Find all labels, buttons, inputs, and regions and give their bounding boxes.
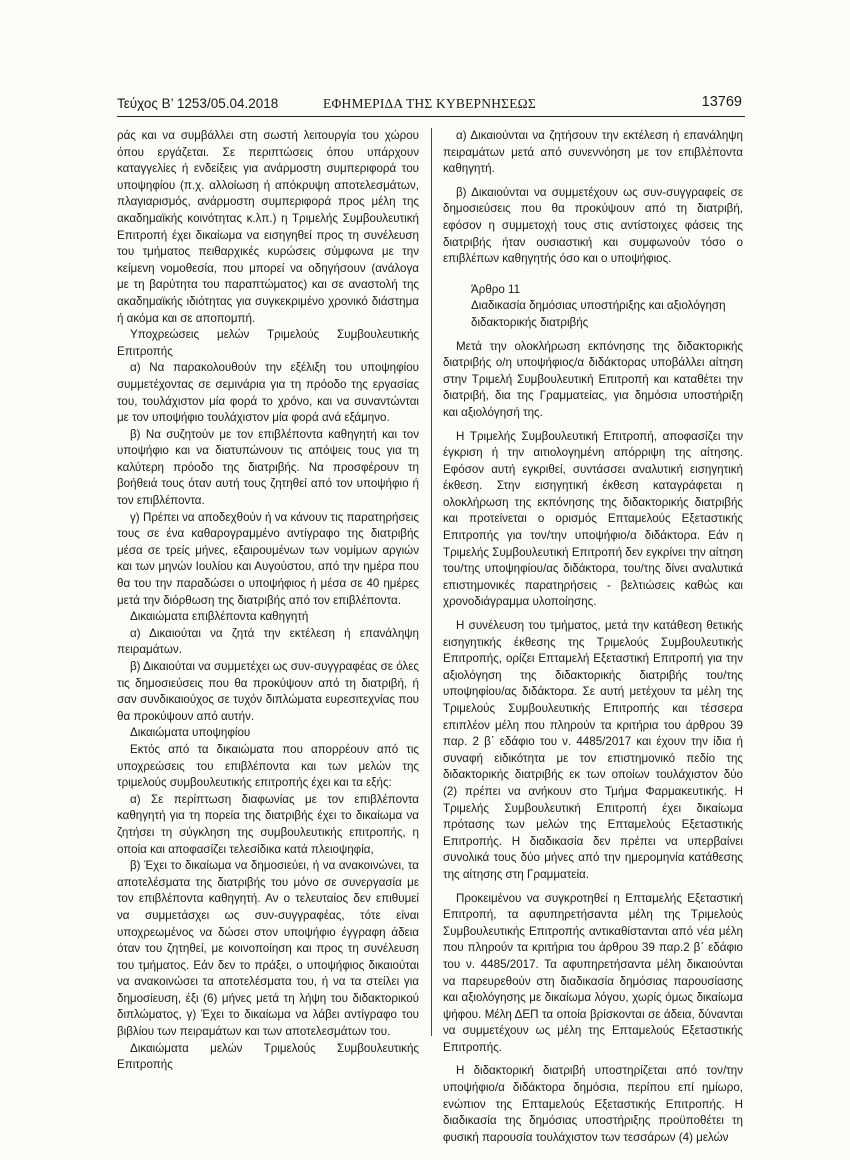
paragraph: β) Δικαιούται να συμμετέχει ως συν-συγγραφέας σε όλες τις δημοσιεύσεις που θα προκύψουν από τη διατριβή, ή σαν συνδικαιούχος σε τυχόν διπλώματα ευρεσιτεχνίας που θα προκύψουν από αυτήν.	[117, 660, 419, 723]
paragraph: α) Να παρακολουθούν την εξέλιξη του υποψηφίου συμμετέχοντας σε σεμινάρια για τη πρόοδο της εργασίας του, τουλάχιστον μία φορά το χρόνο, και να συναντώνται με τον υποψήφιο τουλάχιστον μία φορά ανά εξάμηνο.	[117, 361, 419, 425]
paragraph: α) Δικαιούνται να ζητήσουν την εκτέλεση ή επανάληψη πειραμάτων μετά από συνεννόηση με τον επιβλέποντα καθηγητή.	[443, 129, 743, 176]
left-column	[117, 128, 419, 1074]
article-heading: Άρθρο 11	[471, 282, 521, 296]
right-column	[443, 128, 743, 1146]
paragraph: β) Να συζητούν με τον επιβλέποντα καθηγητή και τον υποψήφιο και να διατυπώνουν τις απόψεις τους για τη καλύτερη πρόοδο της διατριβής. Να προσφέρουν τη βοήθειά τους όταν αυτή τους ζητηθεί από τον υποψήφιο ή τον επιβλέποντα.	[117, 427, 419, 508]
section-heading: Υποχρεώσεις μελών Τριμελούς Συμβουλευτικής Επιτροπής	[117, 328, 419, 358]
paragraph: α) Δικαιούται να ζητά την εκτέλεση ή επανάληψη πειραμάτων.	[117, 626, 419, 657]
paragraph: Η διδακτορική διατριβή υποστηρίζεται από τον/την υποψήφιο/α διδάκτορα δημόσια, περίπου επί ημίωρο, ενώπιον της Επταμελούς Εξεταστικής Επιτροπής. Η διαδικασία της δημόσιας υποστήριξης προϋποθέτει τη φυσική παρουσία τουλάχιστον των τεσσάρων (4) μελών	[443, 1064, 743, 1144]
header-rule	[117, 116, 745, 117]
paragraph: α) Σε περίπτωση διαφωνίας με τον επιβλέποντα καθηγητή για τη πορεία της διατριβής έχει το δικαίωμα να ζητήσει τη σύγκληση της συμβουλευτικής επιτροπής, η οποία και αποφασίζει τελεσίδικα κατά πλειοψηφία,	[117, 792, 419, 856]
paragraph: ράς και να συμβάλλει στη σωστή λειτουργία του χώρου όπου εργάζεται. Σε περιπτώσεις όπου υπάρχουν καταγγελίες ή ενδείξεις για ανάρμοστη συμπεριφορά του υποψηφίου (π.χ. αλλοίωση ή απόκρυψη αποτελεσμάτων, πλαγιαρισμός, ανάρμοστη συμπεριφορά προς μέλη της ακαδημαϊκής κοινότητας κ.λπ.) η Τριμελής Συμβουλευτική Επιτροπή έχει δικαίωμα να εισηγηθεί προς τη συνέλευση του τμήματος πειθαρχικές κυρώσεις σύμφωνα με την κείμενη νομοθεσία, που μπορεί να οδηγήσουν (ανάλογα με τη βαρύτητα του παραπτώματος) και σε αναστολή της ακαδημαϊκής ιδιότητας για συγκεκριμένο χρονικό διάστημα ή ακόμα και σε αποπομπή.	[117, 129, 419, 325]
paragraph: Εκτός από τα δικαιώματα που απορρέουν από τις υποχρεώσεις του επιβλέποντα και των μελών της τριμελούς συμβουλευτικής επιτροπής έχει και τα εξής:	[117, 742, 419, 790]
issue-label: Τεύχος Β’ 1253/05.04.2018	[117, 96, 279, 111]
article-title: Διαδικασία δημόσιας υποστήριξης και αξιολόγηση διδακτορικής διατριβής	[471, 299, 726, 329]
paragraph: β) Δικαιούνται να συμμετέχουν ως συν-συγγραφείς σε δημοσιεύσεις που θα προκύψουν από τη διατριβή, εφόσον η συμμετοχή τους στις αντίστοιχες φάσεις της διατριβής ήταν ουσιαστική και συμφωνούν τόσο ο επιβλέπων καθηγητής όσο και ο υποψήφιος.	[443, 185, 743, 266]
paragraph: Προκειμένου να συγκροτηθεί η Επταμελής Εξεταστική Επιτροπή, τα αφυπηρετήσαντα μέλη της Τριμελούς Συμβουλευτικής Επιτροπής αντικαθίστανται από νέα μέλη που πληρούν τα κριτήρια του άρθρου 39 παρ.2 β΄ εδάφιο του ν. 4485/2017. Τα αφυπηρετήσαντα μέλη δικαιούνται να παρευρεθούν στη διαδικασία δημόσιας παρουσίασης και αξιολόγησης με δικαίωμα λόγου, χωρίς όμως δικαίωμα ψήφου. Μέλη ΔΕΠ τα οποία βρίσκονται σε άδεια, δύνανται να συμμετέχουν ως μέλη της Επταμελούς Εξεταστικής Επιτροπής.	[443, 891, 743, 1054]
paragraph: Η Τριμελής Συμβουλευτική Επιτροπή, αποφασίζει την έγκριση ή την αιτιολογημένη απόρριψη της αίτησης. Εφόσον αυτή εγκριθεί, συντάσσει αναλυτική εισηγητική έκθεση. Στην εισηγητική έκθεση καταγράφεται η ολοκλήρωση της εκπόνησης της διδακτορικής διατριβής και προτείνεται ο ορισμός Επταμελούς Εξεταστικής Επιτροπής για τον/την υποψήφιο/α διδάκτορα. Εάν η Τριμελής Συμβουλευτική Επιτροπή δεν εγκρίνει την αίτηση του/της υποψηφίου/ας διδάκτορα, του/της δίνει αναλυτικά επιστημονικές παρατηρήσεις - βελτιώσεις καθώς και χρονοδιάγραμμα υλοποίησης.	[443, 429, 743, 609]
section-heading: Δικαιώματα επιβλέποντα καθηγητή	[130, 610, 309, 624]
paragraph: Μετά την ολοκλήρωση εκπόνησης της διδακτορικής διατριβής ο/η υποψήφιος/α διδάκτορας υποβάλλει αίτηση στην Τριμελή Συμβουλευτική Επιτροπή και καταθέτει την διατριβή, δια της Γραμματείας, για δημόσια υποστήριξη και αξιολόγησή της.	[443, 339, 743, 419]
paragraph: β) Έχει το δικαίωμα να δημοσιεύει, ή να ανακοινώνει, τα αποτελέσματα της διατριβής του μόνο σε συνεργασία με τον επιβλέποντα καθηγητή. Αν ο τελευταίος δεν επιθυμεί να συμμετάσχει ως συν-συγγραφέας, τότε είναι υποχρεωμένος να δώσει στον υποψήφιο έγγραφη άδεια όταν του ζητηθεί, με κοινοποίηση και προς τη συνέλευση του τμήματος. Εάν δεν το πράξει, ο υποψήφιος δικαιούται να ανακοινώσει τα αποτελέσματα του, ή να τα στείλει για δημοσίευση, έξι (6) μήνες μετά τη λήψη του διδακτορικού διπλώματος, γ) Έχει το δικαίωμα να λάβει αντίγραφο του βιβλίου των πειραμάτων και των αποτελεσμάτων του.	[117, 859, 419, 1039]
page-number: 13769	[701, 94, 742, 110]
gazette-title: ΕΦΗΜΕΡΙΔΑ ΤΗΣ ΚΥΒΕΡΝΗΣΕΩΣ	[323, 96, 536, 111]
column-divider	[431, 128, 432, 1036]
paragraph: γ) Πρέπει να αποδεχθούν ή να κάνουν τις παρατηρήσεις τους σε ένα καθαρογραμμένο αντίγραφο της διατριβής μέσα σε τρείς μήνες, εξαιρουμένων των νομίμων αργιών και των μηνών Ιουλίου και Αυγούστου, από την ημέρα που θα του την παραδώσει ο υποψήφιος ή μέσα σε 40 ημέρες μετά την διόρθωση της διατριβής από τον επιβλέποντα.	[117, 510, 419, 607]
section-heading: Δικαιώματα υποψηφίου	[130, 726, 251, 740]
paragraph: Η συνέλευση του τμήματος, μετά την κατάθεση θετικής εισηγητικής έκθεσης της Τριμελούς Συμβουλευτικής Επιτροπής, ορίζει Επταμελή Εξεταστική Επιτροπή για την αξιολόγηση της διδακτορικής διατριβής του/της υποψηφίου/ας διδάκτορα. Σε αυτή μετέχουν τα μέλη της Τριμελούς Συμβουλευτικής Επιτροπής και τέσσερα επιπλέον μέλη που πληρούν τα κριτήρια του άρθρου 39 παρ. 2 β΄ εδάφιο του ν. 4485/2017 και έχουν την ίδια ή συναφή ειδικότητα με τον επιστημονικό πεδίο της διδακτορικής διατριβής εκ των οποίων τουλάχιστον δύο (2) πρέπει να ανήκουν στο Τμήμα Φαρμακευτικής. Η Τριμελής Συμβουλευτική Επιτροπή έχει δικαίωμα πρότασης των μελών της Επταμελούς Εξεταστικής Επιτροπής. Η διαδικασία δεν πρέπει να υπερβαίνει συνολικά τους δύο μήνες από την ημερομηνία κατάθεσης της αίτησης στη Γραμματεία.	[443, 619, 743, 881]
section-heading: Δικαιώματα μελών Τριμελούς Συμβουλευτικής Επιτροπής	[117, 1041, 419, 1072]
page-header	[117, 94, 742, 116]
